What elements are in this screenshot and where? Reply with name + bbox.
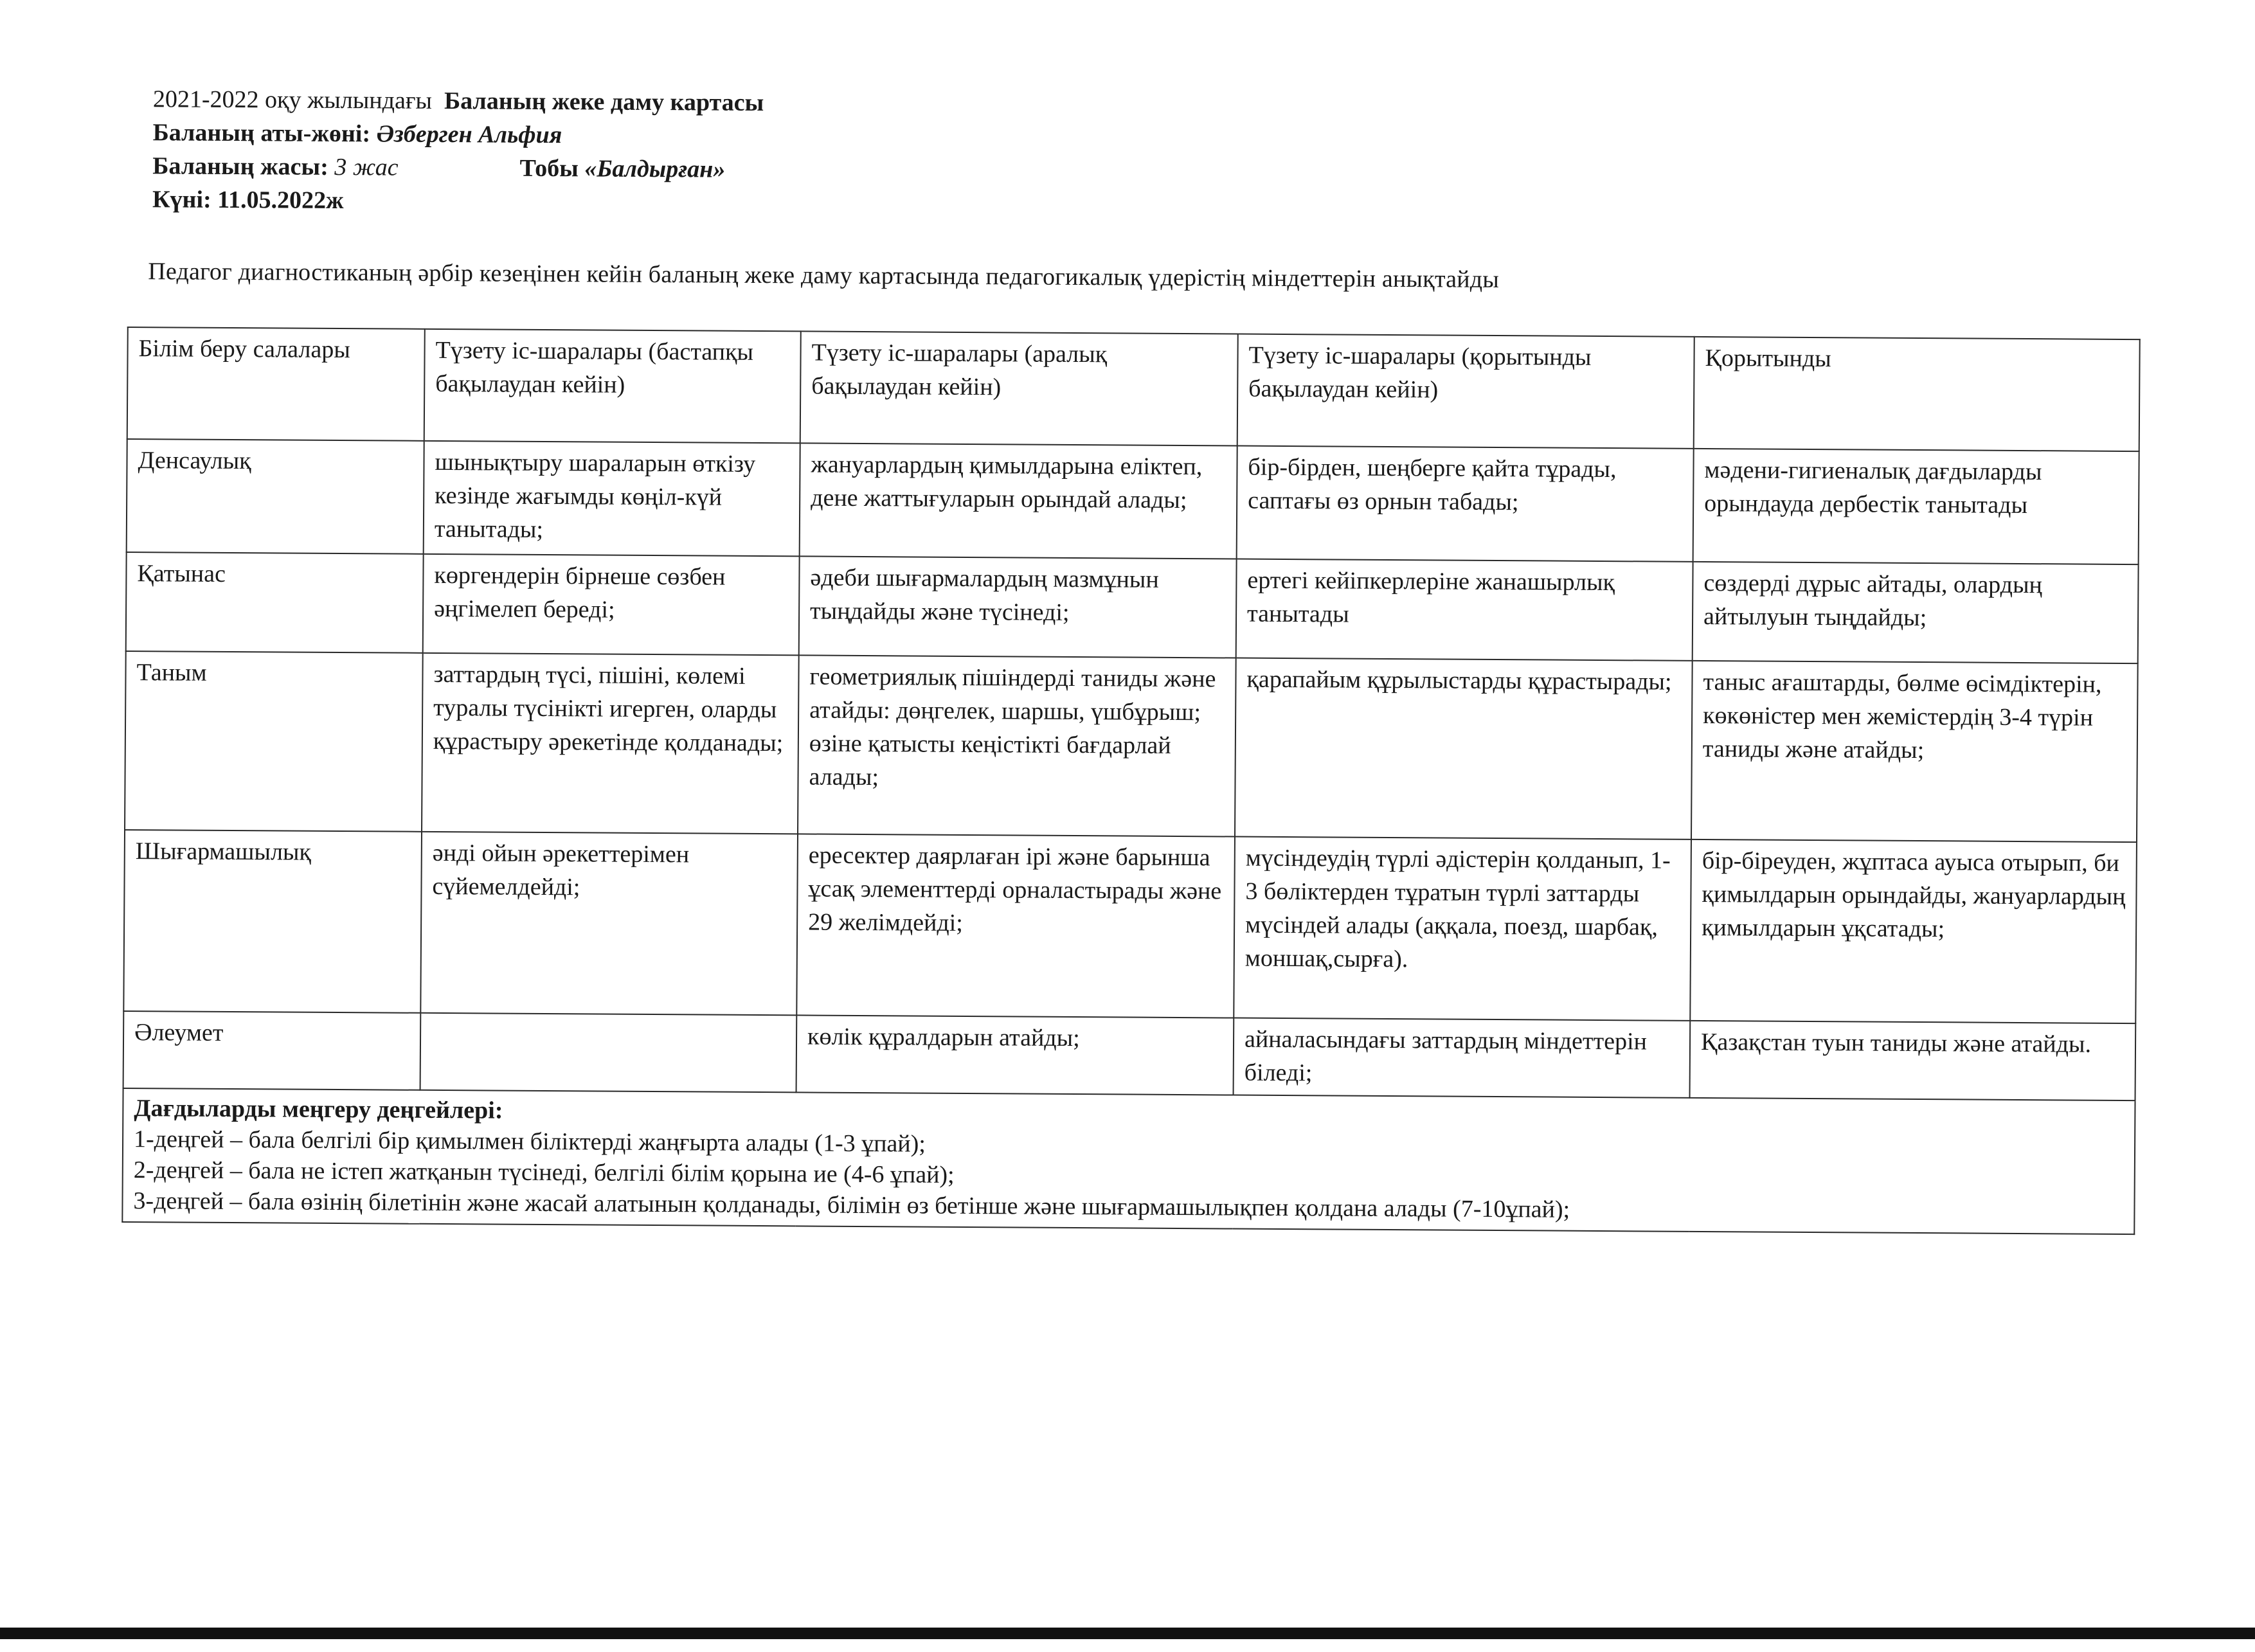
final-cell: айналасындағы заттардың міндеттерін біледі; — [1234, 1018, 1691, 1098]
header-intermediate-measures: Түзету іс-шаралары (аралық бақылаудан кейін) — [800, 331, 1238, 445]
group-value: «Балдырған» — [584, 155, 726, 183]
conclusion-cell: таныс ағаштарды, бөлме өсімдіктерін, көкөністер мен жемістердің 3-4 түрін таниды және атайды; — [1691, 661, 2138, 842]
intermediate-cell: көлік құралдарын атайды; — [796, 1015, 1234, 1095]
final-cell: қарапайым құрылыстарды құрастырады; — [1235, 658, 1693, 839]
header-final-measures: Түзету іс-шаралары (қорытынды бақылаудан кейін) — [1237, 334, 1694, 449]
header-title-line — [153, 82, 764, 120]
table-row — [126, 552, 2139, 663]
card-title: Баланың жеке даму картасы — [444, 87, 764, 117]
child-name-label: Баланың аты-жөні: — [152, 119, 371, 148]
header-initial-measures: Түзету іс-шаралары (бастапқы бақылаудан кейін) — [424, 329, 801, 444]
area-cell: Денсаулық — [127, 439, 424, 554]
area-cell: Шығармашылық — [123, 830, 422, 1013]
initial-cell: заттардың түсі, пішіні, көлемі туралы түсінікті игерген, оларды құрастыру әрекетінде қолданады; — [422, 653, 799, 834]
final-cell: мүсіндеудің түрлі әдістерін қолданып, 1-3 бөліктерден тұратын түрлі заттарды мүсіндей алады (аққала, поезд, шарбақ, моншақ,сырға). — [1234, 837, 1691, 1021]
date-label: Күні: — [152, 186, 211, 213]
child-name-value: Әзберген Альфия — [376, 120, 562, 149]
table-row — [125, 651, 2138, 842]
levels-cell — [122, 1088, 2135, 1234]
child-name-line — [152, 116, 764, 153]
child-age-value: 3 жас — [334, 153, 399, 181]
document-header — [152, 82, 764, 220]
initial-cell: шынықтыру шараларын өткізу кезінде жағымды көңіл-күй танытады; — [424, 441, 800, 557]
table-row — [123, 830, 2137, 1023]
group-label: Тобы — [519, 154, 579, 183]
area-cell: Таным — [125, 651, 423, 832]
conclusion-cell: бір-біреуден, жұптаса ауыса отырып, би қимылдарын орындайды, жануарлардың қимылдарын ұқсатады; — [1690, 839, 2137, 1023]
final-cell: ертегі кейіпкерлеріне жанашырлық танытады — [1236, 559, 1693, 661]
area-cell: Қатынас — [126, 552, 424, 653]
final-cell: бір-бірден, шеңберге қайта тұрады, саптағы өз орнын табады; — [1237, 446, 1694, 562]
initial-cell: әнді ойын әрекеттерімен сүйемелдейді; — [420, 832, 798, 1016]
date-value: 11.05.2022ж — [217, 186, 344, 215]
intermediate-cell: жануарлардың қимылдарына еліктеп, дене жаттығуларын орындай алады; — [800, 443, 1237, 559]
header-conclusion: Қорытынды — [1694, 337, 2140, 451]
table-header-row — [127, 327, 2140, 451]
scan-edge-bar — [0, 1628, 2255, 1639]
conclusion-cell: сөздерді дұрыс айтады, олардың айтылуын тыңдайды; — [1693, 562, 2139, 663]
conclusion-cell: мәдени-гигиеналық дағдыларды орындауда дербестік танытады — [1693, 449, 2139, 564]
intermediate-cell: ересектер даярлаған ірі және барынша ұсақ элементтерді орналастырады және 29 желімдейді; — [796, 834, 1235, 1018]
level-item: 1-деңгей – бала белгілі бір қимылмен біліктерді жаңғырта алады (1-3 ұпай); — [133, 1126, 926, 1158]
levels-row — [122, 1088, 2135, 1234]
levels-title: Дағдыларды меңгеру деңгейлері: — [134, 1095, 503, 1124]
conclusion-cell: Қазақстан туын таниды және атайды. — [1690, 1021, 2136, 1100]
table-row — [127, 439, 2139, 564]
initial-cell — [420, 1013, 797, 1093]
intermediate-cell: әдеби шығармалардың мазмұнын тыңдайды және түсінеді; — [799, 556, 1237, 658]
academic-year: 2021-2022 оқу жылындағы — [152, 85, 433, 114]
initial-cell: көргендерін бірнеше сөзбен әңгімелеп береді; — [423, 554, 800, 656]
intro-text: Педагог диагностиканың әрбір кезеңінен кейін баланың жеке даму картасында педагогикалық үдерістің міндеттерін анықтайды — [148, 258, 1500, 294]
development-table — [121, 327, 2140, 1235]
intermediate-cell: геометриялық пішіндерді таниды және атайды: дөңгелек, шаршы, үшбұрыш; өзіне қатысты кеңістікті бағдарлай алады; — [798, 655, 1236, 836]
header-education-areas: Білім беру салалары — [127, 327, 425, 441]
level-item: 3-деңгей – бала өзінің білетінін және жасай алатынын қолданады, білімін өз бетінше және шығармашылықпен қолдана алады (7-10ұпай); — [133, 1187, 1570, 1223]
child-age-line — [152, 149, 764, 186]
area-cell: Әлеумет — [123, 1011, 421, 1090]
level-item: 2-деңгей – бала не істеп жатқанын түсінеді, белгілі білім қорына ие (4-6 ұпай); — [133, 1156, 955, 1189]
date-line — [152, 183, 764, 220]
child-age-label: Баланың жасы: — [152, 152, 328, 181]
table-row — [123, 1011, 2136, 1100]
